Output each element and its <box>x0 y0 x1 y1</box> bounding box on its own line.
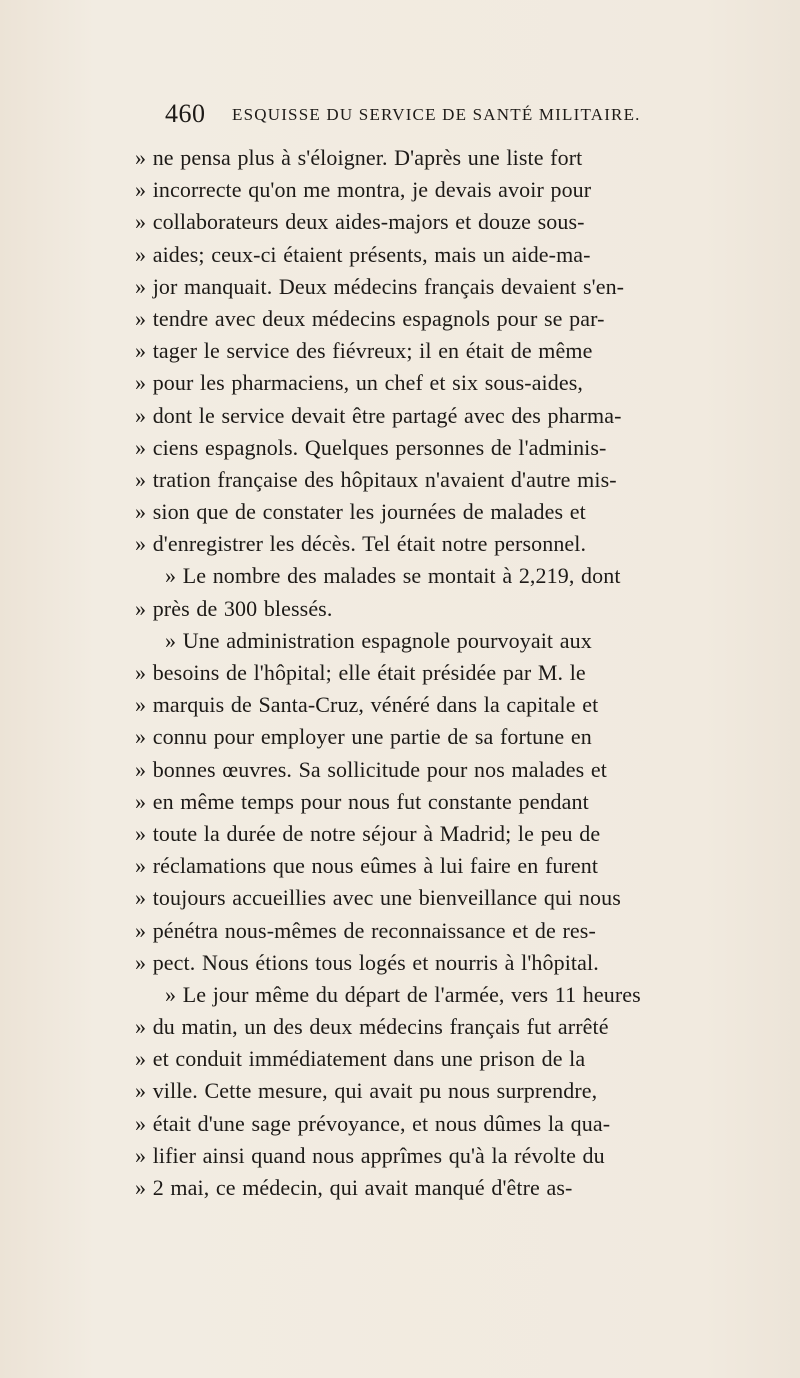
page-header <box>165 99 725 131</box>
text-line: » toujours accueillies avec une bienveillance qui nous <box>135 885 621 911</box>
text-line: » collaborateurs deux aides-majors et douze sous- <box>135 209 585 235</box>
text-line: » marquis de Santa-Cruz, vénéré dans la capitale et <box>135 692 599 718</box>
text-line: » et conduit immédiatement dans une prison de la <box>135 1046 586 1072</box>
text-line: » tration française des hôpitaux n'avaient d'autre mis- <box>135 466 617 492</box>
text-line: » jor manquait. Deux médecins français devaient s'en- <box>135 273 625 299</box>
text-line: » tager le service des fiévreux; il en était de même <box>135 338 593 364</box>
text-line: » 2 mai, ce médecin, qui avait manqué d'être as- <box>135 1175 573 1200</box>
text-line: » bonnes œuvres. Sa sollicitude pour nos malades et <box>135 756 607 782</box>
paragraph-start-line: » Une administration espagnole pourvoyait aux <box>165 627 592 653</box>
text-line: » lifier ainsi quand nous apprîmes qu'à la révolte du <box>135 1142 605 1168</box>
text-line: » était d'une sage prévoyance, et nous dûmes la qua- <box>135 1110 611 1136</box>
body-text <box>135 142 765 1204</box>
paragraph-start-line: » Le jour même du départ de l'armée, vers 11 heures <box>165 981 641 1007</box>
text-line: » incorrecte qu'on me montra, je devais avoir pour <box>135 177 592 203</box>
text-line: » du matin, un des deux médecins français fut arrêté <box>135 1014 609 1040</box>
running-head: ESQUISSE DU SERVICE DE SANTÉ MILITAIRE. <box>232 105 641 124</box>
text-line: » réclamations que nous eûmes à lui faire en furent <box>135 853 599 879</box>
text-line: » ville. Cette mesure, qui avait pu nous surprendre, <box>135 1078 598 1104</box>
text-line: » pénétra nous-mêmes de reconnaissance et de res- <box>135 917 596 943</box>
text-line: » en même temps pour nous fut constante pendant <box>135 788 589 814</box>
text-line: » pour les pharmaciens, un chef et six sous-aides, <box>135 370 583 396</box>
text-line: » toute la durée de notre séjour à Madrid; le peu de <box>135 820 601 846</box>
text-line: » d'enregistrer les décès. Tel était notre personnel. <box>135 531 587 557</box>
text-line: » besoins de l'hôpital; elle était présidée par M. le <box>135 660 586 685</box>
text-line: » pect. Nous étions tous logés et nourris à l'hôpital. <box>135 949 599 975</box>
text-line: » ne pensa plus à s'éloigner. D'après une liste fort <box>135 145 583 170</box>
text-line: » connu pour employer une partie de sa fortune en <box>135 724 592 750</box>
text-line: » ciens espagnols. Quelques personnes de l'adminis- <box>135 434 607 460</box>
text-line: » tendre avec deux médecins espagnols pour se par- <box>135 305 605 331</box>
text-line: » aides; ceux-ci étaient présents, mais un aide-ma- <box>135 241 591 267</box>
paragraph-start-line: » Le nombre des malades se montait à 2,219, dont <box>165 563 621 589</box>
text-line: » dont le service devait être partagé avec des pharma- <box>135 402 622 428</box>
text-line: » sion que de constater les journées de malades et <box>135 499 586 525</box>
text-line: » près de 300 blessés. <box>135 595 333 621</box>
page-number: 460 <box>165 99 206 128</box>
